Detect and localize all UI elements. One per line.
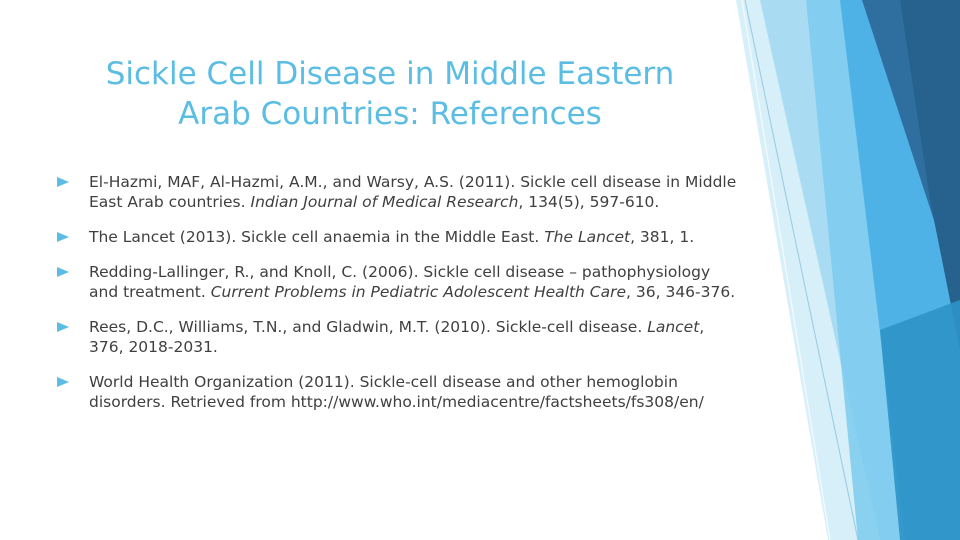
reference-text: El-Hazmi, MAF, Al-Hazmi, A.M., and Warsy, A.S. (2011). Sickle cell disease in Middle East Arab countries.	[89, 173, 737, 211]
reference-item	[57, 262, 737, 302]
reference-item	[57, 372, 737, 412]
triangle-bullet-icon	[57, 177, 69, 187]
reference-text: The Lancet (2013). Sickle cell anaemia in the Middle East.	[89, 228, 545, 246]
reference-text: Redding-Lallinger, R., and Knoll, C. (2006). Sickle cell disease – pathophysiology and treatment.	[89, 263, 711, 301]
reference-journal: The Lancet	[544, 228, 631, 246]
reference-journal: Lancet	[647, 318, 700, 336]
slide-title	[60, 54, 720, 134]
triangle-bullet-icon	[57, 322, 69, 332]
triangle-bullet-icon	[57, 232, 69, 242]
reference-details: , 36, 346-376.	[626, 283, 736, 301]
reference-details: , 376, 2018-2031.	[89, 318, 705, 356]
reference-journal: Indian Journal of Medical Research	[250, 193, 519, 211]
reference-item	[57, 172, 737, 212]
reference-details: , 134(5), 597-610.	[518, 193, 660, 211]
reference-text: Rees, D.C., Williams, T.N., and Gladwin, M.T. (2010). Sickle-cell disease.	[89, 318, 648, 336]
reference-journal: Current Problems in Pediatric Adolescent Health Care	[210, 283, 627, 301]
reference-details: , 381, 1.	[630, 228, 695, 246]
triangle-bullet-icon	[57, 377, 69, 387]
title-line-1: Sickle Cell Disease in Middle Eastern	[105, 56, 675, 92]
title-line-2: Arab Countries: References	[178, 96, 602, 132]
reference-item	[57, 317, 737, 357]
triangle-bullet-icon	[57, 267, 69, 277]
reference-text: World Health Organization (2011). Sickle-cell disease and other hemoglobin disorders. Retrieved from http://www.who.int/mediacentre/factsheets/fs308/en/	[89, 373, 704, 411]
references-list	[57, 172, 737, 427]
reference-item	[57, 227, 737, 247]
